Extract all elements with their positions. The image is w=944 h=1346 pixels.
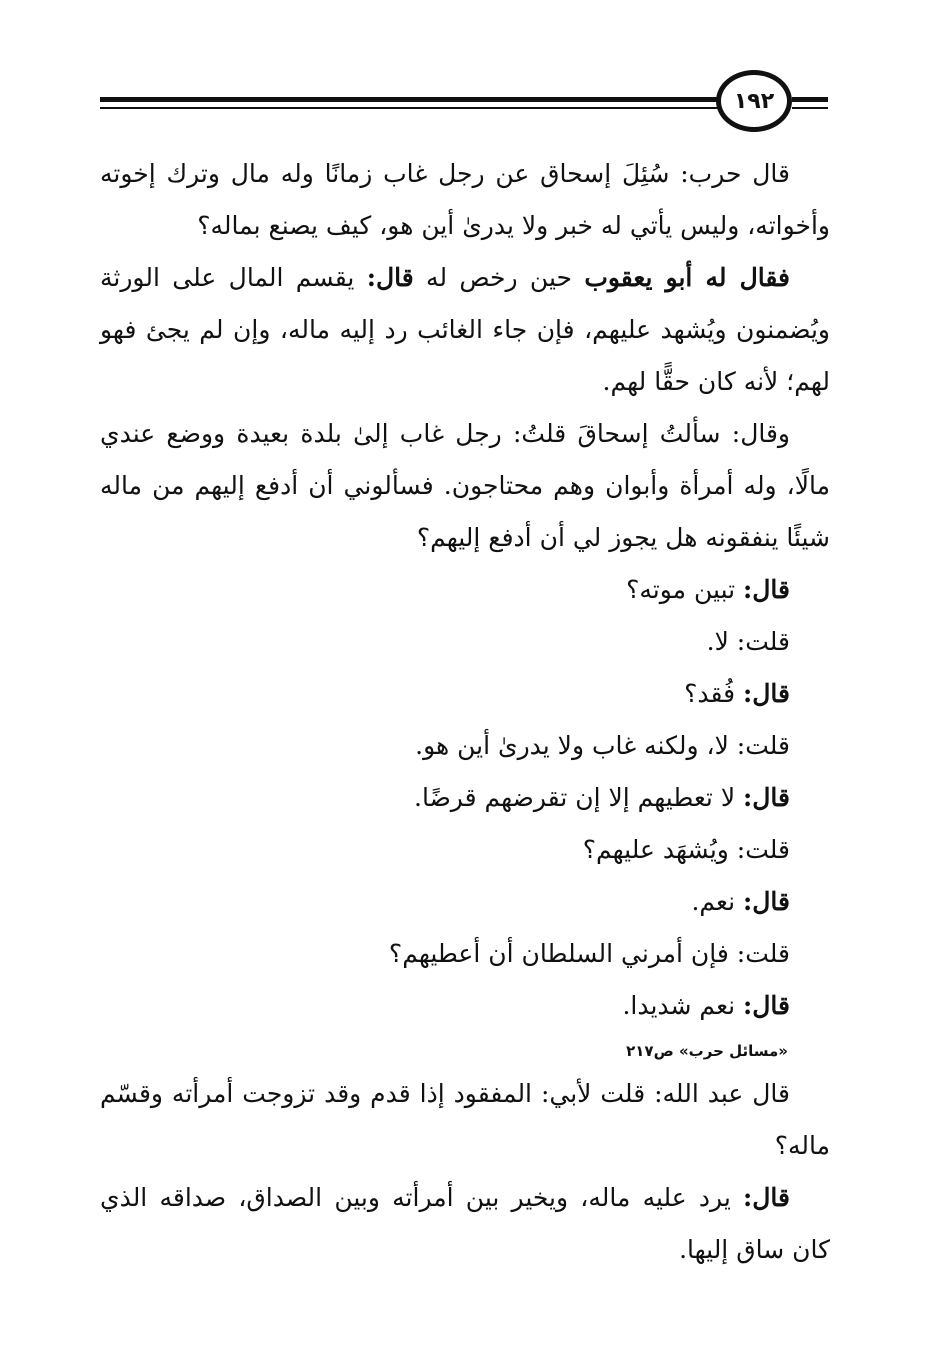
paragraph-text: قال حرب: سُئِلَ إسحاق عن رجل غاب زمانًا وله مال وترك إخوته وأخواته، وليس يأتي له خبر ولا يدرىٰ أين هو، كيف يصنع بماله؟: [100, 159, 830, 240]
dialogue-line: [100, 616, 830, 668]
speaker-label: قلت:: [736, 939, 790, 968]
speaker-label: قال:: [366, 263, 414, 292]
paragraph-final-answer: [100, 1172, 830, 1276]
dialogue-text: لا.: [706, 627, 737, 656]
dialogue-text: ويُشهَد عليهم؟: [582, 835, 737, 864]
header-rule-right-thin: [792, 107, 828, 109]
page-number-badge: [716, 70, 792, 132]
dialogue-text: لا تعطيهم إلا إن تقرضهم قرضًا.: [414, 783, 744, 812]
speaker-label: قال:: [743, 679, 790, 708]
paragraph-abu-yaqub-answer: [100, 252, 830, 408]
header-rule-right-thick: [792, 97, 828, 102]
page-header: [100, 70, 828, 140]
dialogue-line: [100, 720, 830, 772]
paragraph-text: وقال: سألتُ إسحاقَ قلتُ: رجل غاب إلىٰ بلدة بعيدة ووضع عندي مالًا، وله أمرأة وأبوان وهم محتاجون. فسألوني أن أدفع إليهم من ماله شيئًا ينفقونه هل يجوز لي أن أدفع إليهم؟: [100, 419, 831, 552]
speaker-label: قال:: [743, 887, 790, 916]
speaker-label: قلت:: [736, 627, 790, 656]
dialogue-text: لا، ولكنه غاب ولا يدرىٰ أين هو.: [415, 731, 737, 760]
dialogue-text: نعم.: [691, 887, 744, 916]
header-rule-thick: [100, 97, 720, 102]
speaker-label: قال:: [743, 991, 790, 1020]
dialogue-line: [100, 772, 830, 824]
dialogue-line: [100, 824, 830, 876]
paragraph-harb-question: [100, 148, 830, 252]
dialogue-text: فُقد؟: [684, 679, 744, 708]
speaker-label: قال:: [743, 783, 790, 812]
dialogue-text: تبين موته؟: [626, 575, 744, 604]
speaker-label: قلت:: [736, 731, 790, 760]
page-number: ١٩٢: [733, 88, 775, 114]
speaker-abu-yaqub: فقال له أبو يعقوب: [584, 263, 790, 292]
dialogue-line: [100, 876, 830, 928]
speaker-label: قال:: [743, 575, 790, 604]
paragraph-text: حين رخص له: [413, 263, 585, 292]
dialogue-text: فإن أمرني السلطان أن أعطيهم؟: [388, 939, 737, 968]
speaker-label: قلت:: [736, 835, 790, 864]
dialogue-line: [100, 668, 830, 720]
paragraph-ishaq-question: [100, 408, 830, 564]
page-body: [100, 148, 830, 1276]
header-rule-thin: [100, 107, 720, 109]
dialogue-line: [100, 980, 830, 1032]
dialogue-text: نعم شديدا.: [622, 991, 744, 1020]
paragraph-text: قال عبد الله: قلت لأبي: المفقود إذا قدم وقد تزوجت أمرأته وقسّم ماله؟: [100, 1079, 830, 1160]
dialogue-line: [100, 928, 830, 980]
source-reference: «مسائل حرب» ص٢١٧: [626, 1042, 788, 1060]
speaker-label: قال:: [743, 1183, 790, 1212]
paragraph-abdullah-question: [100, 1068, 830, 1172]
dialogue-line: [100, 564, 830, 616]
paragraph-text: يرد عليه ماله، ويخير بين أمرأته وبين الصداق، صداقه الذي كان ساق إليها.: [100, 1183, 830, 1264]
paragraph-text: يقسم المال على الورثة ويُضمنون ويُشهد عليهم، فإن جاء الغائب رد إليه ماله، وإن لم يجئ فهو لهم؛ لأنه كان حقًّا لهم.: [100, 263, 830, 396]
